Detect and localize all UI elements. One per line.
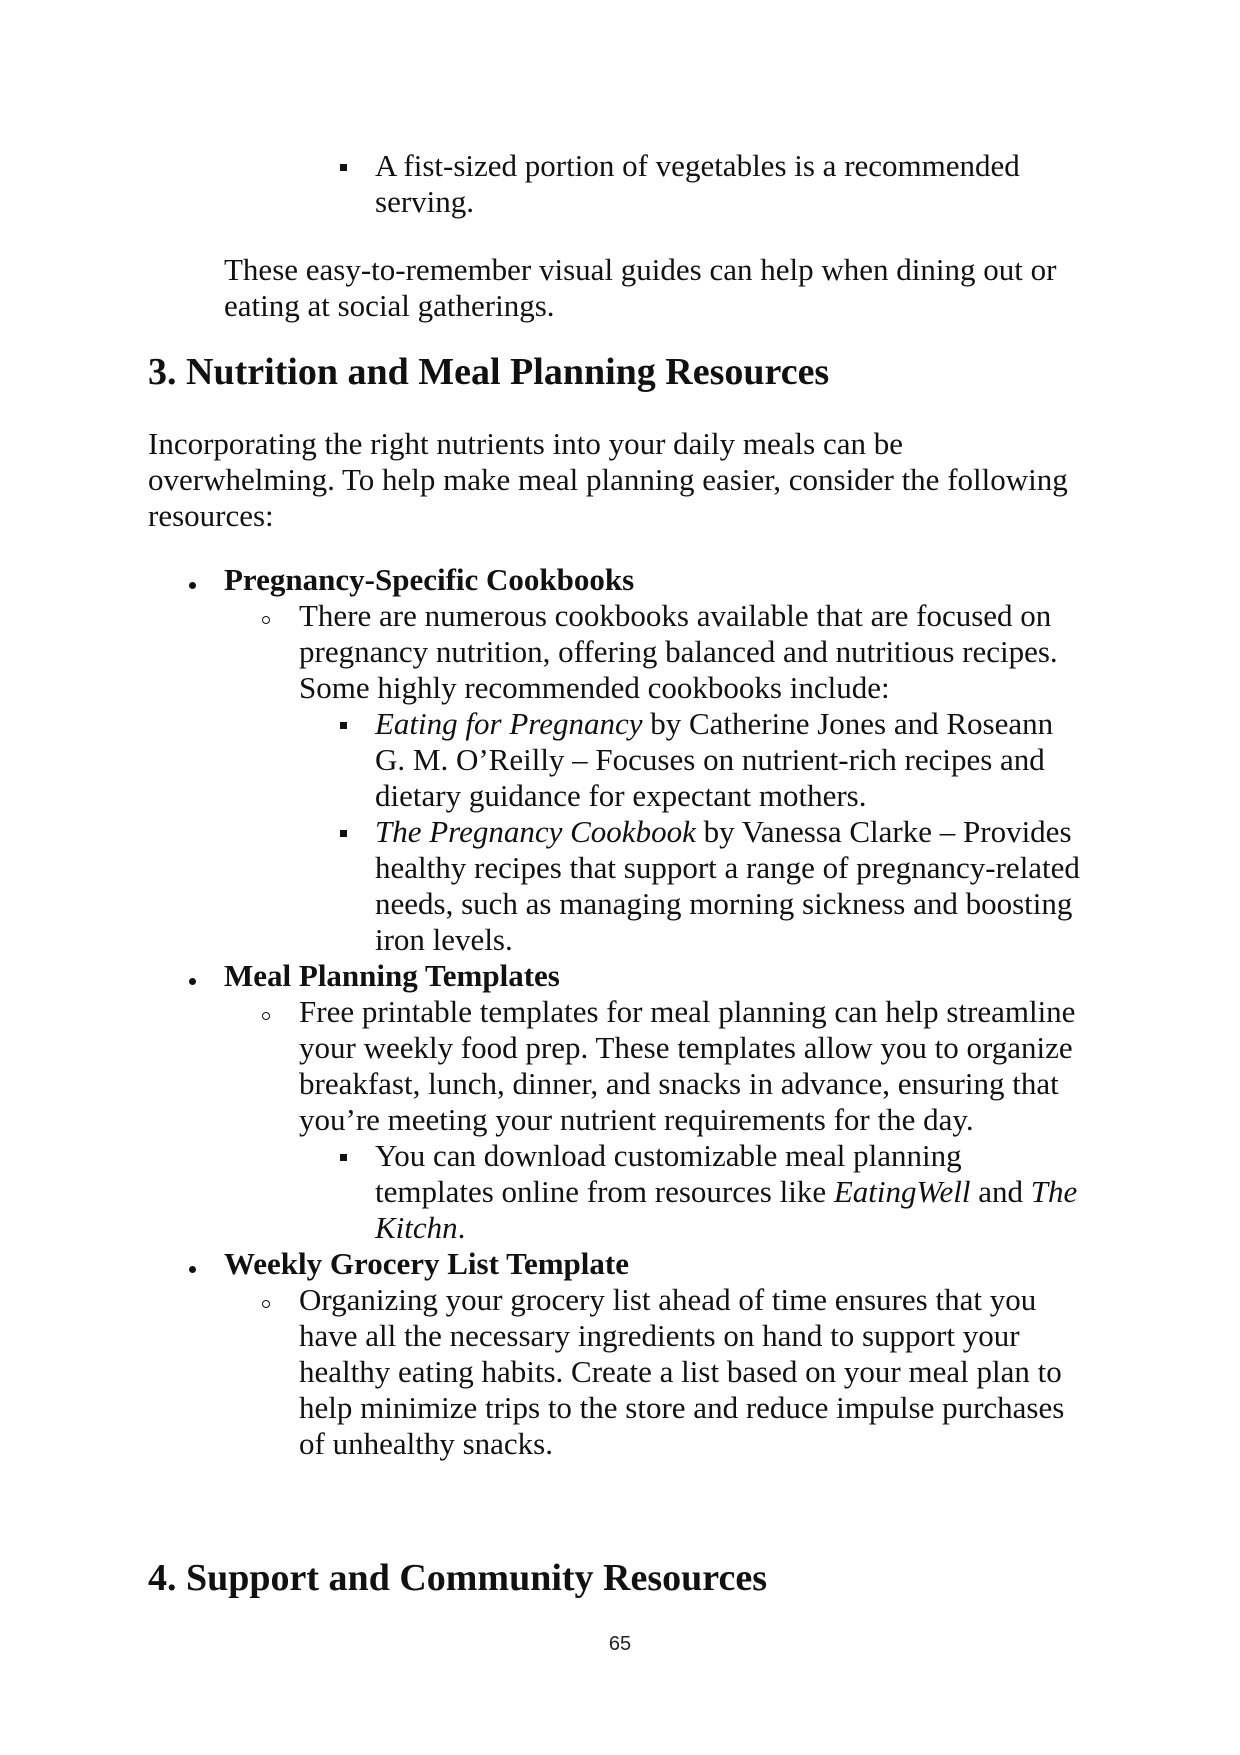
book-author: by Vanessa Clarke – Provides bbox=[695, 814, 1072, 849]
description-line: Some highly recommended cookbooks include: bbox=[299, 670, 890, 705]
paragraph-line: These easy-to-remember visual guides can help when dining out or bbox=[224, 252, 1057, 287]
templates-sub-item bbox=[375, 1138, 1077, 1246]
grocery-title: Weekly Grocery List Template bbox=[224, 1246, 629, 1281]
description-line: of unhealthy snacks. bbox=[299, 1426, 553, 1461]
grocery-description bbox=[299, 1282, 1064, 1462]
description-line: you’re meeting your nutrient requirements for the day. bbox=[299, 1102, 974, 1137]
circle-bullet-icon bbox=[262, 1300, 270, 1308]
cookbook-item-1 bbox=[375, 706, 1053, 814]
circle-bullet-icon bbox=[262, 616, 270, 624]
description-line: Free printable templates for meal planning can help streamline bbox=[299, 994, 1076, 1029]
top-list-item bbox=[375, 148, 1020, 220]
eatingwell-title: EatingWell bbox=[833, 1174, 971, 1209]
the-kitchn-title-part: The bbox=[1030, 1174, 1078, 1209]
section-3-heading: 3. Nutrition and Meal Planning Resources bbox=[148, 351, 830, 393]
cookbooks-title: Pregnancy-Specific Cookbooks bbox=[224, 562, 635, 597]
book-line: needs, such as managing morning sickness and boosting bbox=[375, 886, 1073, 921]
section-3-intro bbox=[148, 426, 1068, 534]
description-line: help minimize trips to the store and reduce impulse purchases bbox=[299, 1390, 1065, 1425]
book-line: iron levels. bbox=[375, 922, 513, 957]
book-line: dietary guidance for expectant mothers. bbox=[375, 778, 867, 813]
intro-line: resources: bbox=[148, 498, 274, 533]
book-line: healthy recipes that support a range of pregnancy-related bbox=[375, 850, 1080, 885]
section-4-heading: 4. Support and Community Resources bbox=[148, 1557, 767, 1599]
intro-line: Incorporating the right nutrients into your daily meals can be bbox=[148, 426, 903, 461]
description-line: breakfast, lunch, dinner, and snacks in advance, ensuring that bbox=[299, 1066, 1059, 1101]
sub-item-text: and bbox=[970, 1174, 1031, 1209]
sub-item-text: templates online from resources like bbox=[375, 1174, 834, 1209]
book-title: Eating for Pregnancy bbox=[375, 706, 643, 741]
description-line: your weekly food prep. These templates allow you to organize bbox=[299, 1030, 1073, 1065]
paragraph-line: eating at social gatherings. bbox=[224, 288, 555, 323]
square-bullet-icon bbox=[340, 1154, 347, 1161]
bullet-dot-icon bbox=[189, 582, 196, 589]
book-line: G. M. O’Reilly – Focuses on nutrient-rich recipes and bbox=[375, 742, 1045, 777]
description-line: have all the necessary ingredients on hand to support your bbox=[299, 1318, 1020, 1353]
page-number: 65 bbox=[608, 1633, 632, 1655]
description-line: pregnancy nutrition, offering balanced and nutritious recipes. bbox=[299, 634, 1058, 669]
templates-description bbox=[299, 994, 1075, 1138]
cookbook-item-2 bbox=[375, 814, 1080, 958]
bullet-dot-icon bbox=[189, 978, 196, 985]
top-item-line: serving. bbox=[375, 184, 475, 219]
square-bullet-icon bbox=[340, 722, 347, 729]
templates-title: Meal Planning Templates bbox=[224, 958, 560, 993]
top-item-line: A fist-sized portion of vegetables is a recommended bbox=[375, 148, 1020, 183]
the-kitchn-title-part: Kitchn bbox=[375, 1210, 458, 1245]
book-title: The Pregnancy Cookbook bbox=[375, 814, 696, 849]
intro-line: overwhelming. To help make meal planning easier, consider the following bbox=[148, 462, 1068, 497]
description-line: There are numerous cookbooks available that are focused on bbox=[299, 598, 1052, 633]
sub-item-period: . bbox=[457, 1210, 466, 1245]
description-line: Organizing your grocery list ahead of time ensures that you bbox=[299, 1282, 1037, 1317]
cookbooks-description bbox=[299, 598, 1058, 706]
visual-guides-paragraph bbox=[224, 252, 1056, 324]
description-line: healthy eating habits. Create a list based on your meal plan to bbox=[299, 1354, 1062, 1389]
sub-item-line: You can download customizable meal planning bbox=[375, 1138, 962, 1173]
circle-bullet-icon bbox=[262, 1012, 270, 1020]
book-author: by Catherine Jones and Roseann bbox=[642, 706, 1054, 741]
square-bullet-icon bbox=[340, 830, 347, 837]
bullet-dot-icon bbox=[189, 1266, 196, 1273]
square-bullet-icon bbox=[340, 164, 347, 171]
